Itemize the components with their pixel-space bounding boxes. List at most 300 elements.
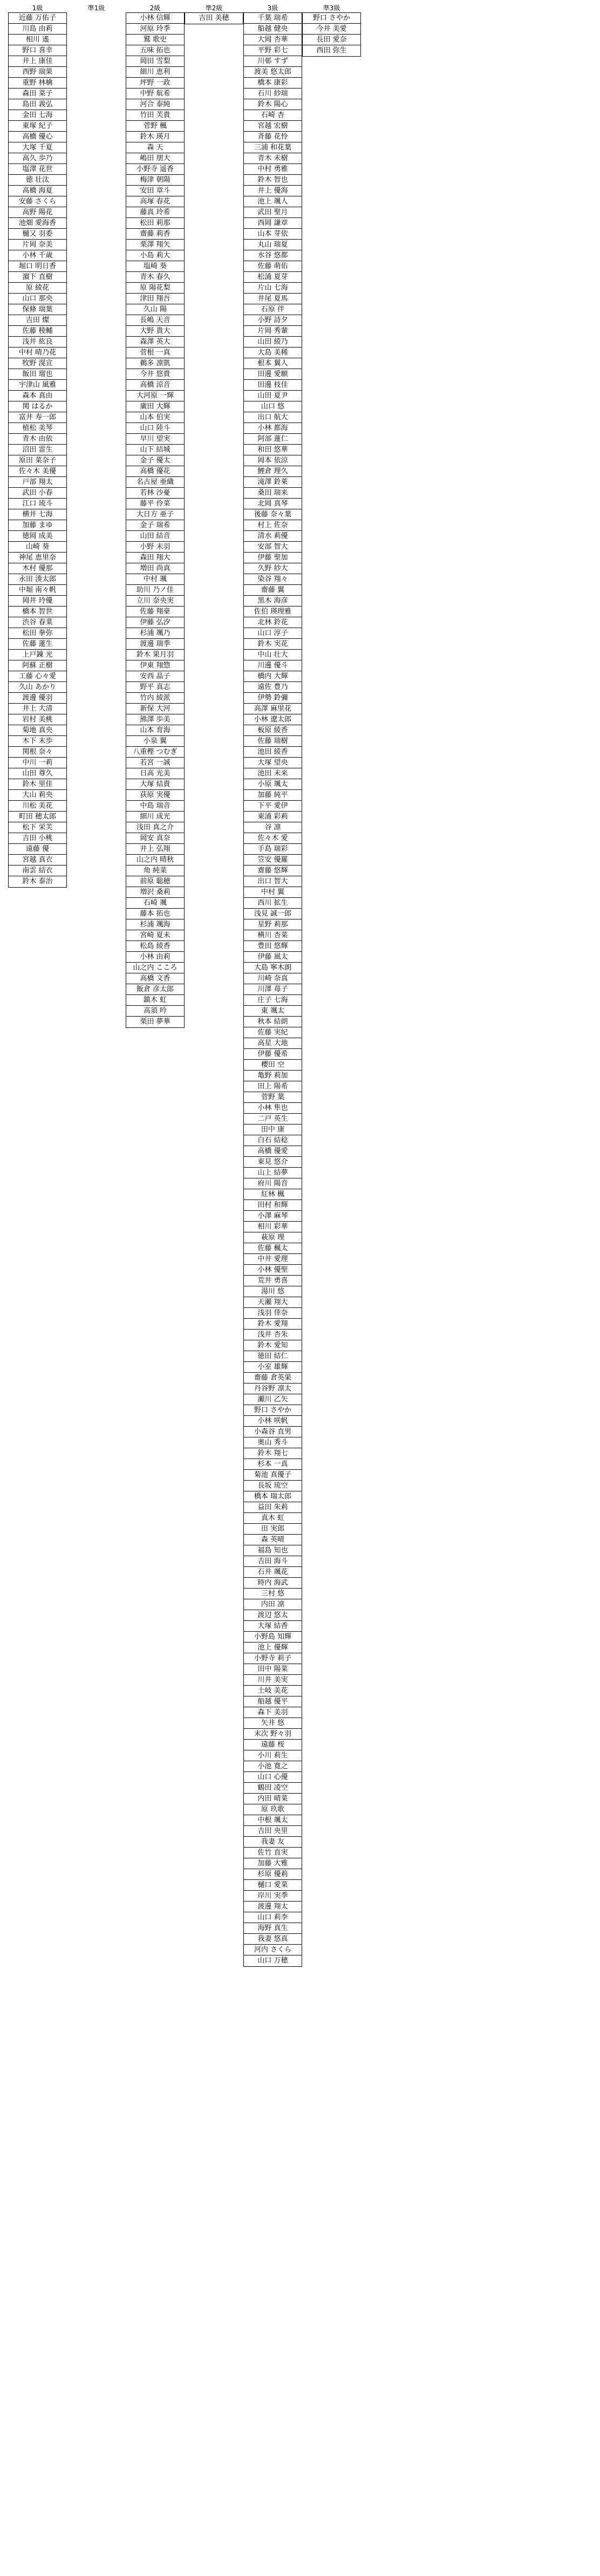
name-cell: 安田 章斗 <box>126 186 184 196</box>
name-cell: 櫻田 空 <box>244 1060 302 1071</box>
name-cell: 今井 美愛 <box>303 24 360 35</box>
name-cell: 橋本 智世 <box>9 606 66 617</box>
name-cell: 浅見 誠一郎 <box>244 909 302 919</box>
grade-1-name-list <box>8 12 67 888</box>
name-cell: 中村 颯 <box>126 574 184 585</box>
name-cell: 鈴木 陽心 <box>244 99 302 110</box>
name-cell: 浅田 真之介 <box>126 822 184 833</box>
name-cell: 相川 彩華 <box>244 1222 302 1232</box>
name-cell: 小野寺 遥香 <box>126 164 184 175</box>
name-cell: 田中 陽菜 <box>244 1664 302 1675</box>
name-cell: 川邨 すず <box>244 56 302 67</box>
name-cell: 梅津 朝陽 <box>126 175 184 186</box>
name-cell: 小林 隼也 <box>244 1103 302 1114</box>
name-cell: 石原 伴 <box>244 304 302 315</box>
name-cell: 齋藤 倉英果 <box>244 1373 302 1384</box>
name-cell: 栗澤 翔矢 <box>126 240 184 250</box>
name-cell: 浅井 紘良 <box>9 337 66 347</box>
name-cell: 小野 未羽 <box>126 542 184 553</box>
name-cell: 廣田 大輝 <box>126 401 184 412</box>
name-cell: 小川 莉生 <box>244 1750 302 1761</box>
name-cell: 森本 真由 <box>9 391 66 401</box>
name-cell: 久野 紗大 <box>244 563 302 574</box>
name-cell: 戸部 翔太 <box>9 477 66 488</box>
name-cell: 高澤 麻里花 <box>244 704 302 714</box>
name-cell: 近藤 万佑子 <box>9 13 66 24</box>
name-cell: 青木 由依 <box>9 434 66 445</box>
name-cell: 藤本 拓也 <box>126 909 184 919</box>
name-cell: 井上 大清 <box>9 704 66 714</box>
name-cell: 小泉 翼 <box>126 736 184 747</box>
name-cell: 長坂 琉空 <box>244 1481 302 1491</box>
name-cell: 山之内 こころ <box>126 963 184 973</box>
grade-pre-2-name-list <box>185 12 243 24</box>
name-cell: 小森谷 直男 <box>244 1427 302 1437</box>
name-cell: 関 はるか <box>9 401 66 412</box>
name-cell: 山本 育海 <box>126 725 184 736</box>
name-cell: 南雲 結衣 <box>9 866 66 876</box>
name-cell: 鈴木 泰治 <box>22 877 53 885</box>
name-cell: 内田 凛 <box>244 1599 302 1610</box>
grade-1-header: 1級 <box>32 4 43 12</box>
name-cell: 井上 康佳 <box>9 56 66 67</box>
name-cell: 金子 優太 <box>126 455 184 466</box>
name-cell: 富井 寿一郎 <box>9 412 66 423</box>
name-cell: 高橋 文香 <box>126 973 184 984</box>
name-cell: 武田 小春 <box>9 488 66 499</box>
name-cell: 田中 康 <box>244 1125 302 1135</box>
name-cell: 松田 拳弥 <box>9 628 66 639</box>
name-cell: 細川 恵利 <box>126 67 184 78</box>
name-cell: 町田 穂太郎 <box>9 812 66 822</box>
name-cell: 渡辺 悠太 <box>244 1610 302 1621</box>
name-cell: 小林 咲帆 <box>244 1416 302 1427</box>
name-cell: 岡井 玲優 <box>9 596 66 606</box>
grade-pre-1-header: 準1級 <box>87 4 105 12</box>
name-cell: 和田 悠華 <box>244 445 302 455</box>
name-cell: 池田 綾香 <box>244 747 302 758</box>
name-cell: 村上 佐奈 <box>244 520 302 531</box>
name-cell: 重野 林檎 <box>9 78 66 88</box>
name-cell: 浅羽 倖奈 <box>244 1308 302 1319</box>
name-cell: 山田 尊久 <box>9 768 66 779</box>
name-cell: 出口 航大 <box>244 412 302 423</box>
name-cell: 関根 奈々 <box>9 747 66 758</box>
name-cell: 菅野 葉 <box>244 1092 302 1103</box>
name-cell: 清水 莉優 <box>244 531 302 542</box>
name-cell: 阿部 蓮仁 <box>244 434 302 445</box>
name-cell: 鈴木 愛翔 <box>244 1319 302 1330</box>
name-cell: 大山 莉央 <box>9 790 66 801</box>
name-cell: 松田 莉那 <box>126 218 184 229</box>
name-cell: 佐々木 愛 <box>244 833 302 844</box>
name-cell: 中山 壮大 <box>244 650 302 660</box>
name-cell: 宮越 宏樹 <box>244 121 302 132</box>
name-cell: 原田 菜奈子 <box>9 455 66 466</box>
name-cell: 谷 凛 <box>244 822 302 833</box>
name-cell: 庄子 七海 <box>244 995 302 1006</box>
name-cell: 海野 真生 <box>244 1923 302 1934</box>
name-cell: 阿蘇 正樹 <box>9 660 66 671</box>
name-cell: 河原 玲季 <box>126 24 184 35</box>
name-cell: 岡本 依涼 <box>244 455 302 466</box>
name-cell: 山口 心優 <box>244 1772 302 1783</box>
name-cell: 出口 智大 <box>244 876 302 887</box>
name-cell: 若宮 一誠 <box>126 758 184 768</box>
name-cell: 浅井 杏朱 <box>244 1330 302 1340</box>
name-cell: 片山 七海 <box>244 283 302 294</box>
name-cell: 北林 鈴花 <box>244 617 302 628</box>
name-cell: 鯉倉 理久 <box>244 466 302 477</box>
name-cell: 山田 夏尹 <box>244 391 302 401</box>
name-cell: 菅野 楓 <box>126 121 184 132</box>
name-cell: 遠藤 優 <box>9 844 66 855</box>
name-cell: 鎮木 虹 <box>126 995 184 1006</box>
name-cell: 板原 綾香 <box>244 725 302 736</box>
name-cell: 江口 琉斗 <box>9 499 66 509</box>
name-cell: 津田 翔吾 <box>126 294 184 304</box>
name-cell: 荻原 実優 <box>126 790 184 801</box>
name-cell: 小野島 知輝 <box>244 1632 302 1643</box>
name-cell: 木下 末歩 <box>9 736 66 747</box>
name-cell: 金子 瑞希 <box>126 520 184 531</box>
name-cell: 高橋 優心 <box>9 132 66 142</box>
name-cell: 森澤 英大 <box>126 337 184 347</box>
name-cell: 西田 弥生 <box>316 46 347 54</box>
name-cell: 下平 愛伊 <box>244 801 302 812</box>
grade-pre-3-column <box>302 4 361 57</box>
name-cell: 藤平 伶菜 <box>126 499 184 509</box>
name-cell: 小林 由莉 <box>126 952 184 963</box>
name-cell: 菊池 真優子 <box>244 1470 302 1481</box>
name-cell: 鈴木 瑛月 <box>126 132 184 142</box>
name-cell: 後藤 奈々葉 <box>244 509 302 520</box>
name-cell: 保條 瑞葉 <box>9 304 66 315</box>
name-cell: 山崎 葵 <box>9 542 66 553</box>
name-cell: 宮崎 夏未 <box>126 930 184 941</box>
name-cell: 鷲 歌史 <box>126 35 184 45</box>
name-cell: 伊勢 鈴彌 <box>244 693 302 704</box>
name-cell: 鈴木 里佳 <box>9 779 66 790</box>
name-cell: 橋本 瑞太郎 <box>244 1491 302 1502</box>
name-cell: 吉田 小桃 <box>9 833 66 844</box>
name-cell: 瀬川 乙矢 <box>244 1394 302 1405</box>
name-cell: 平野 彩七 <box>244 45 302 56</box>
name-cell: 森田 菜子 <box>9 88 66 99</box>
name-cell: 田上 陽希 <box>244 1081 302 1092</box>
name-cell: 井上 弘翔 <box>126 844 184 855</box>
name-cell: 高須 吟 <box>126 1006 184 1017</box>
name-cell: 徳岡 成美 <box>9 531 66 542</box>
name-cell: 小原 颯太 <box>244 779 302 790</box>
name-cell: 相川 遙 <box>9 35 66 45</box>
name-cell: 長田 愛奈 <box>303 35 360 45</box>
name-cell: 高橋 優愛 <box>244 1146 302 1157</box>
name-cell: 八重樫 つむぎ <box>126 747 184 758</box>
name-cell: 松下 栄芙 <box>9 822 66 833</box>
name-cell: 早川 望実 <box>126 434 184 445</box>
name-cell: 吉田 海斗 <box>244 1556 302 1567</box>
name-cell: 益田 朱莉 <box>244 1502 302 1513</box>
name-cell: 徳 壮汰 <box>9 175 66 186</box>
name-cell: 徳田 結仁 <box>244 1351 302 1362</box>
name-cell: 野口 さやか <box>303 13 360 24</box>
name-cell: 橋本 康彩 <box>244 78 302 88</box>
name-cell: 佐藤 稜輔 <box>9 326 66 337</box>
name-cell: 小野寺 莉子 <box>244 1653 302 1664</box>
name-cell: 大島 美稀 <box>244 347 302 358</box>
name-cell: 三浦 和花葉 <box>244 142 302 153</box>
name-cell: 杉浦 颯海 <box>126 919 184 930</box>
name-cell: 内田 晴菜 <box>244 1794 302 1804</box>
name-cell: 齋藤 悠輝 <box>244 866 302 876</box>
name-cell: 上戸錬 光 <box>9 650 66 660</box>
name-cell: 岡安 真奈 <box>126 833 184 844</box>
name-cell: 山口 万穂 <box>257 1957 288 1965</box>
name-cell: 三村 悠 <box>244 1589 302 1599</box>
name-cell: 杉原 優莉 <box>244 1869 302 1880</box>
name-cell: 東 颯太 <box>244 1006 302 1017</box>
name-cell: 中根 颯太 <box>244 1815 302 1826</box>
name-cell: 斉藤 花怜 <box>244 132 302 142</box>
name-cell: 小池 寛之 <box>244 1761 302 1772</box>
name-cell: 小室 雄輝 <box>244 1362 302 1373</box>
name-cell: 中村 翼 <box>244 887 302 898</box>
name-cell: 小林 都海 <box>244 423 302 434</box>
name-cell: 佐竹 直実 <box>244 1848 302 1858</box>
name-cell: 小林 優聖 <box>244 1265 302 1276</box>
name-cell: 丹谷野 凛太 <box>244 1384 302 1394</box>
grade-pre-1-column <box>67 4 126 12</box>
name-cell: 片岡 秀輩 <box>244 326 302 337</box>
name-cell: 野平 真志 <box>126 682 184 693</box>
name-cell: 安藤 さくら <box>9 196 66 207</box>
name-cell: 我妻 悠真 <box>244 1934 302 1945</box>
name-cell: 東浦 彩莉 <box>244 812 302 822</box>
grade-3-name-list <box>243 12 302 1967</box>
name-cell: 田邊 愛願 <box>244 369 302 380</box>
name-cell: 横井 七海 <box>9 509 66 520</box>
name-cell: 土岐 美花 <box>244 1686 302 1696</box>
name-cell: 伊東 翔惣 <box>126 660 184 671</box>
name-cell: 西川 拡生 <box>244 898 302 909</box>
name-cell: 中島 瑞音 <box>126 801 184 812</box>
name-cell: 遠佐 豊乃 <box>244 682 302 693</box>
name-cell: 高橋 海夏 <box>9 186 66 196</box>
name-cell: 宮越 真衣 <box>9 855 66 866</box>
name-cell: 鶴田 凌空 <box>244 1783 302 1794</box>
name-cell: 北岡 真琴 <box>244 499 302 509</box>
name-cell: 青木 未樹 <box>244 153 302 164</box>
name-cell: 中井 愛理 <box>244 1254 302 1265</box>
grade-pre-2-column <box>185 4 243 24</box>
name-cell: 小澤 麻琴 <box>244 1211 302 1222</box>
name-cell: 野口 さやか <box>244 1405 302 1416</box>
name-cell: 青木 春久 <box>126 272 184 283</box>
name-cell: 植松 美琴 <box>9 423 66 434</box>
name-cell: 嶋田 朋大 <box>126 153 184 164</box>
name-cell: 岡田 雪梨 <box>126 56 184 67</box>
name-cell: 安部 智大 <box>244 542 302 553</box>
name-cell: 神尾 恵里奈 <box>9 553 66 563</box>
name-cell: 東見 悠介 <box>244 1157 302 1168</box>
name-cell: 小林 信輝 <box>126 13 184 24</box>
name-cell: 杉本 一真 <box>244 1459 302 1470</box>
name-cell: 竹田 芙貴 <box>126 110 184 121</box>
name-cell: 坪野 一政 <box>126 78 184 88</box>
name-cell: 川井 美実 <box>244 1675 302 1686</box>
name-cell: 山下 結城 <box>126 445 184 455</box>
name-cell: 西岡 謙章 <box>244 218 302 229</box>
name-cell: 五味 拓也 <box>126 45 184 56</box>
name-cell: 山口 陸斗 <box>126 423 184 434</box>
name-cell: 山口 莉李 <box>244 1912 302 1923</box>
name-cell: 小林 千歳 <box>9 250 66 261</box>
grade-2-column <box>126 4 185 1028</box>
name-cell: 高野 陽花 <box>9 207 66 218</box>
name-cell: 時内 海武 <box>244 1578 302 1589</box>
name-cell: 佐々木 美優 <box>9 466 66 477</box>
name-cell: 末次 野々羽 <box>244 1729 302 1740</box>
name-cell: 山田 結音 <box>126 531 184 542</box>
name-cell: 前原 聡穂 <box>126 876 184 887</box>
name-cell: 東塚 紀子 <box>9 121 66 132</box>
name-cell: 黒木 海彦 <box>244 596 302 606</box>
name-cell: 工藤 心々愛 <box>9 671 66 682</box>
name-cell: 我妻 友 <box>244 1837 302 1848</box>
name-cell: 高塚 春花 <box>126 196 184 207</box>
name-cell: 鵜多 凛凱 <box>126 358 184 369</box>
name-cell: 萩原 理 <box>244 1232 302 1243</box>
name-cell: 山口 悠 <box>244 401 302 412</box>
name-cell: 福島 知也 <box>244 1545 302 1556</box>
name-cell: 堀口 明日香 <box>9 261 66 272</box>
name-cell: 佐藤 萌佑 <box>244 261 302 272</box>
name-cell: 濵下 直樹 <box>9 272 66 283</box>
name-cell: 渡邊 優羽 <box>9 693 66 704</box>
name-cell: 森田 翔大 <box>126 553 184 563</box>
name-cell: 池田 未来 <box>244 768 302 779</box>
name-cell: 池畑 愛海香 <box>9 218 66 229</box>
name-cell: 川澤 苺子 <box>244 984 302 995</box>
name-cell: 佐藤 翔豪 <box>126 606 184 617</box>
name-cell: 永田 湊太郎 <box>9 574 66 585</box>
name-cell: 吉田 燦 <box>9 315 66 326</box>
grade-3-header: 3級 <box>267 4 278 12</box>
name-cell: 渡美 悠太郎 <box>244 67 302 78</box>
name-cell: 武田 聖月 <box>244 207 302 218</box>
name-cell: 加藤 大雅 <box>244 1858 302 1869</box>
name-cell: 原 陽花梨 <box>126 283 184 294</box>
name-cell: 田 実郎 <box>244 1524 302 1535</box>
name-cell: 高橋 涼音 <box>126 380 184 391</box>
name-cell: 鈴木 翔七 <box>244 1448 302 1459</box>
name-cell: 片岡 奈美 <box>9 240 66 250</box>
name-cell: 原 綾花 <box>9 283 66 294</box>
name-cell: 松浦 夏芽 <box>244 272 302 283</box>
name-cell: 千葉 瑞希 <box>244 13 302 24</box>
name-cell: 山之内 晴秋 <box>126 855 184 866</box>
name-cell: 渋谷 春菜 <box>9 617 66 628</box>
name-cell: 山上 結夢 <box>244 1168 302 1178</box>
name-cell: 中村 晴乃花 <box>9 347 66 358</box>
grade-pre-3-name-list <box>302 12 361 57</box>
name-cell: 西野 瑞果 <box>9 67 66 78</box>
name-cell: 加藤 純平 <box>244 790 302 801</box>
name-cell: 滝澤 鈴萊 <box>244 477 302 488</box>
name-cell: 遠藤 桜 <box>244 1740 302 1750</box>
name-cell: 橋内 大輝 <box>244 671 302 682</box>
name-cell: 木村 優那 <box>9 563 66 574</box>
name-cell: 宇津山 風雅 <box>9 380 66 391</box>
name-cell: 川邊 優斗 <box>244 660 302 671</box>
name-cell: 星野 莉那 <box>244 919 302 930</box>
name-cell: 川島 由莉 <box>9 24 66 35</box>
name-cell: 池上 颯人 <box>244 196 302 207</box>
name-cell: 船越 健央 <box>244 24 302 35</box>
name-cell: 増田 尚真 <box>126 563 184 574</box>
name-cell: 樋又 羽委 <box>9 229 66 240</box>
name-cell: 齋藤 翼 <box>244 585 302 596</box>
name-cell: 細川 成光 <box>126 812 184 822</box>
name-cell: 奥山 秀斗 <box>244 1437 302 1448</box>
grade-pre-2-header: 準2級 <box>205 4 223 12</box>
name-cell: 原 玖歌 <box>244 1804 302 1815</box>
name-cell: 野口 喜幸 <box>9 45 66 56</box>
name-cell: 天瀬 翔大 <box>244 1297 302 1308</box>
name-cell: 根本 翼人 <box>244 358 302 369</box>
name-cell: 安西 晶子 <box>126 671 184 682</box>
grade-pre-3-header: 準3級 <box>323 4 340 12</box>
name-cell: 岩村 美桃 <box>9 714 66 725</box>
name-cell: 笠安 優羅 <box>244 855 302 866</box>
name-cell: 中野 航希 <box>126 88 184 99</box>
name-cell: 府川 陽音 <box>244 1178 302 1189</box>
name-cell: 山本 芽依 <box>244 229 302 240</box>
name-cell: 菊地 真央 <box>9 725 66 736</box>
name-cell: 栗田 夢華 <box>140 1018 171 1026</box>
name-cell: 吉田 美穂 <box>199 14 229 22</box>
name-cell: 横川 杏菜 <box>244 930 302 941</box>
name-cell: 井尾 夏馬 <box>244 294 302 304</box>
name-cell: 中川 一莉 <box>9 758 66 768</box>
name-cell: 池上 優輝 <box>244 1643 302 1653</box>
name-cell: 矢井 悠 <box>244 1718 302 1729</box>
name-cell: 石崎 颯 <box>126 898 184 909</box>
name-cell: 森 英晴 <box>244 1535 302 1545</box>
name-cell: 山口 淳子 <box>244 628 302 639</box>
name-cell: 竹内 綾派 <box>126 693 184 704</box>
name-cell: 大日方 亜子 <box>126 509 184 520</box>
name-cell: 河内 さくら <box>244 1945 302 1955</box>
name-cell: 豊田 悠輝 <box>244 941 302 952</box>
name-cell: 大塚 結香 <box>244 1621 302 1632</box>
name-cell: 岸川 実季 <box>244 1891 302 1902</box>
name-cell: 吉田 央里 <box>244 1826 302 1837</box>
name-cell: 大河原 一輝 <box>126 391 184 401</box>
name-cell: 山田 綾乃 <box>244 337 302 347</box>
name-cell: 石井 颯花 <box>244 1567 302 1578</box>
name-cell: 亀野 莉加 <box>244 1071 302 1081</box>
name-cell: 桑田 瑞来 <box>244 488 302 499</box>
name-cell: 小林 遼太郎 <box>244 714 302 725</box>
name-cell: 石崎 杏 <box>244 110 302 121</box>
name-cell: 川松 美花 <box>9 801 66 812</box>
name-cell: 石川 紗瑞 <box>244 88 302 99</box>
name-cell: 日高 光美 <box>126 768 184 779</box>
name-cell: 新保 大河 <box>126 704 184 714</box>
name-cell: 手島 瑞彩 <box>244 844 302 855</box>
